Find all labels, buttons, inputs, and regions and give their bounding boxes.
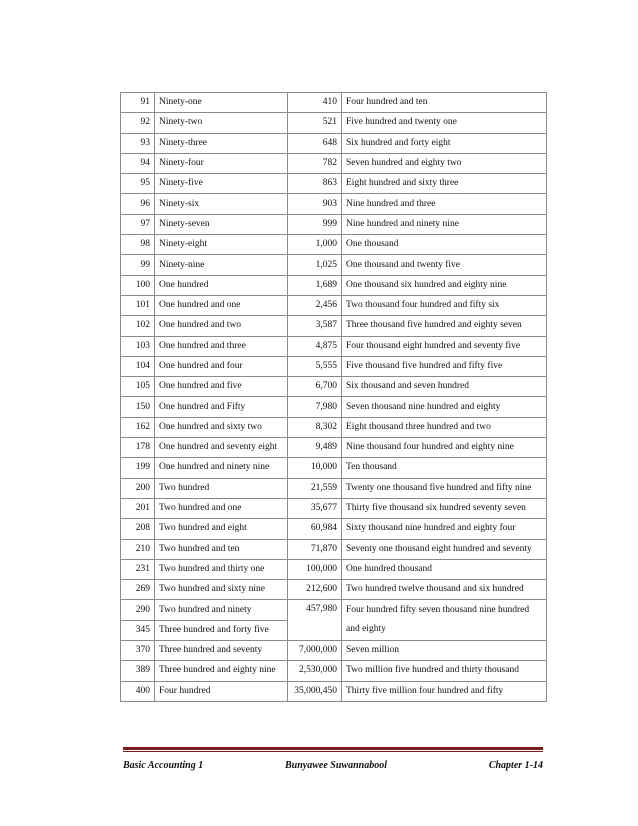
cell-value: 9,489 — [288, 438, 342, 458]
table-row — [121, 641, 547, 661]
cell-number-words: Ninety-four — [155, 153, 288, 173]
cell-value: 7,980 — [288, 397, 342, 417]
cell-number-words: Ninety-nine — [155, 255, 288, 275]
cell-number-words: Three hundred and forty five — [155, 620, 288, 640]
table-row — [121, 153, 547, 173]
table-row — [121, 438, 547, 458]
cell-value-words: Twenty one thousand five hundred and fifty nine — [342, 478, 547, 498]
cell-number: 210 — [121, 539, 155, 559]
footer-author: Bunyawee Suwannabool — [285, 760, 387, 771]
cell-value: 782 — [288, 153, 342, 173]
cell-value: 4,875 — [288, 336, 342, 356]
cell-value: 1,000 — [288, 235, 342, 255]
cell-number-words: One hundred and two — [155, 316, 288, 336]
cell-value: 35,677 — [288, 498, 342, 518]
cell-value-words: One thousand — [342, 235, 547, 255]
footer-course-title: Basic Accounting 1 — [123, 760, 204, 771]
cell-number: 389 — [121, 661, 155, 681]
cell-number: 98 — [121, 235, 155, 255]
table-row — [121, 113, 547, 133]
cell-number: 345 — [121, 620, 155, 640]
cell-value-words: Two million five hundred and thirty thousand — [342, 661, 547, 681]
cell-number-words: One hundred and three — [155, 336, 288, 356]
cell-value-words — [342, 600, 547, 641]
cell-number: 103 — [121, 336, 155, 356]
table-body — [121, 93, 547, 702]
cell-number: 400 — [121, 681, 155, 701]
cell-value-words: Eight thousand three hundred and two — [342, 417, 547, 437]
cell-value: 863 — [288, 174, 342, 194]
cell-value-words: One hundred thousand — [342, 559, 547, 579]
table-row — [121, 417, 547, 437]
cell-value: 2,456 — [288, 295, 342, 315]
cell-number: 96 — [121, 194, 155, 214]
cell-number-words: One hundred and seventy eight — [155, 438, 288, 458]
table-row — [121, 478, 547, 498]
cell-number-words: One hundred and one — [155, 295, 288, 315]
cell-value: 6,700 — [288, 377, 342, 397]
cell-number: 269 — [121, 580, 155, 600]
cell-number-words: Ninety-eight — [155, 235, 288, 255]
cell-number: 178 — [121, 438, 155, 458]
cell-number-words: Two hundred and thirty one — [155, 559, 288, 579]
cell-number: 105 — [121, 377, 155, 397]
table-row — [121, 133, 547, 153]
cell-value-words: Thirty five thousand six hundred seventy seven — [342, 498, 547, 518]
table-row — [121, 336, 547, 356]
table-row — [121, 316, 547, 336]
table-row — [121, 194, 547, 214]
cell-number: 92 — [121, 113, 155, 133]
cell-value-words: Seven million — [342, 641, 547, 661]
cell-value: 7,000,000 — [288, 641, 342, 661]
cell-value-words: Sixty thousand nine hundred and eighty four — [342, 519, 547, 539]
cell-number: 208 — [121, 519, 155, 539]
cell-value-words: Eight hundred and sixty three — [342, 174, 547, 194]
cell-number: 199 — [121, 458, 155, 478]
table-row — [121, 458, 547, 478]
cell-value: 1,025 — [288, 255, 342, 275]
cell-number: 162 — [121, 417, 155, 437]
cell-number-words: Ninety-one — [155, 93, 288, 113]
cell-number: 100 — [121, 275, 155, 295]
page-footer — [123, 760, 543, 774]
cell-number-words: One hundred and five — [155, 377, 288, 397]
cell-number: 201 — [121, 498, 155, 518]
cell-value: 648 — [288, 133, 342, 153]
cell-number: 91 — [121, 93, 155, 113]
cell-value: 60,984 — [288, 519, 342, 539]
table-row — [121, 255, 547, 275]
cell-value-words: One thousand and twenty five — [342, 255, 547, 275]
table-row — [121, 214, 547, 234]
cell-value: 457,980 — [288, 600, 342, 641]
cell-value: 8,302 — [288, 417, 342, 437]
number-words-table — [120, 92, 547, 702]
cell-value-words: Three thousand five hundred and eighty seven — [342, 316, 547, 336]
cell-number: 150 — [121, 397, 155, 417]
cell-number-words: Ninety-six — [155, 194, 288, 214]
cell-number-words: Two hundred — [155, 478, 288, 498]
cell-number-words: One hundred and four — [155, 356, 288, 376]
value-words-line-2: and eighty — [346, 624, 386, 635]
footer-rule-thick — [123, 747, 543, 750]
cell-number: 93 — [121, 133, 155, 153]
table-row — [121, 356, 547, 376]
cell-value-words: Four hundred and ten — [342, 93, 547, 113]
cell-number-words: One hundred and ninety nine — [155, 458, 288, 478]
table-row — [121, 519, 547, 539]
cell-value-words: Nine hundred and ninety nine — [342, 214, 547, 234]
cell-value: 2,530,000 — [288, 661, 342, 681]
footer-rule-thin — [123, 751, 543, 752]
cell-number-words: Ninety-three — [155, 133, 288, 153]
cell-number-words: One hundred — [155, 275, 288, 295]
cell-value-words: Thirty five million four hundred and fifty — [342, 681, 547, 701]
cell-number: 102 — [121, 316, 155, 336]
cell-value-words: Seven thousand nine hundred and eighty — [342, 397, 547, 417]
cell-number-words: One hundred and Fifty — [155, 397, 288, 417]
table-row — [121, 498, 547, 518]
cell-number-words: Two hundred and one — [155, 498, 288, 518]
table-row-merged-a — [121, 600, 547, 620]
cell-number: 231 — [121, 559, 155, 579]
cell-value: 3,587 — [288, 316, 342, 336]
cell-value: 410 — [288, 93, 342, 113]
cell-value-words: Two hundred twelve thousand and six hundred — [342, 580, 547, 600]
cell-value: 21,559 — [288, 478, 342, 498]
cell-number: 290 — [121, 600, 155, 620]
cell-value-words: Seven hundred and eighty two — [342, 153, 547, 173]
table-row — [121, 174, 547, 194]
cell-value: 903 — [288, 194, 342, 214]
table-row — [121, 681, 547, 701]
cell-number: 95 — [121, 174, 155, 194]
cell-value-words: One thousand six hundred and eighty nine — [342, 275, 547, 295]
cell-value-words: Ten thousand — [342, 458, 547, 478]
cell-value: 100,000 — [288, 559, 342, 579]
cell-number: 370 — [121, 641, 155, 661]
cell-value-words: Five thousand five hundred and fifty five — [342, 356, 547, 376]
table-row — [121, 580, 547, 600]
cell-number-words: Ninety-five — [155, 174, 288, 194]
table-row — [121, 397, 547, 417]
cell-number-words: Two hundred and ninety — [155, 600, 288, 620]
table-row — [121, 93, 547, 113]
table-row — [121, 377, 547, 397]
cell-value-words: Six hundred and forty eight — [342, 133, 547, 153]
cell-number-words: Two hundred and ten — [155, 539, 288, 559]
cell-number-words: One hundred and sixty two — [155, 417, 288, 437]
table-row — [121, 559, 547, 579]
cell-number: 101 — [121, 295, 155, 315]
cell-number-words: Ninety-seven — [155, 214, 288, 234]
cell-value-words: Nine hundred and three — [342, 194, 547, 214]
cell-value: 999 — [288, 214, 342, 234]
cell-value: 35,000,450 — [288, 681, 342, 701]
cell-value: 212,600 — [288, 580, 342, 600]
cell-value-words: Two thousand four hundred and fifty six — [342, 295, 547, 315]
table-row — [121, 275, 547, 295]
table-row — [121, 295, 547, 315]
cell-value: 521 — [288, 113, 342, 133]
table-row — [121, 539, 547, 559]
cell-number: 104 — [121, 356, 155, 376]
cell-number: 94 — [121, 153, 155, 173]
cell-value: 71,870 — [288, 539, 342, 559]
cell-value-words: Six thousand and seven hundred — [342, 377, 547, 397]
cell-number-words: Two hundred and sixty nine — [155, 580, 288, 600]
cell-number: 200 — [121, 478, 155, 498]
cell-value-words: Five hundred and twenty one — [342, 113, 547, 133]
cell-value-words: Seventy one thousand eight hundred and seventy — [342, 539, 547, 559]
cell-value-words: Nine thousand four hundred and eighty nine — [342, 438, 547, 458]
cell-number-words: Three hundred and seventy — [155, 641, 288, 661]
cell-value-words: Four thousand eight hundred and seventy five — [342, 336, 547, 356]
value-words-line-1: Four hundred fifty seven thousand nine hundred — [346, 605, 530, 616]
table-row — [121, 235, 547, 255]
cell-number: 99 — [121, 255, 155, 275]
footer-chapter: Chapter 1-14 — [488, 760, 543, 771]
table-row — [121, 661, 547, 681]
cell-number-words: Three hundred and eighty nine — [155, 661, 288, 681]
cell-value: 5,555 — [288, 356, 342, 376]
cell-number-words: Two hundred and eight — [155, 519, 288, 539]
cell-value: 10,000 — [288, 458, 342, 478]
cell-number-words: Four hundred — [155, 681, 288, 701]
cell-value: 1,689 — [288, 275, 342, 295]
cell-number-words: Ninety-two — [155, 113, 288, 133]
cell-number: 97 — [121, 214, 155, 234]
